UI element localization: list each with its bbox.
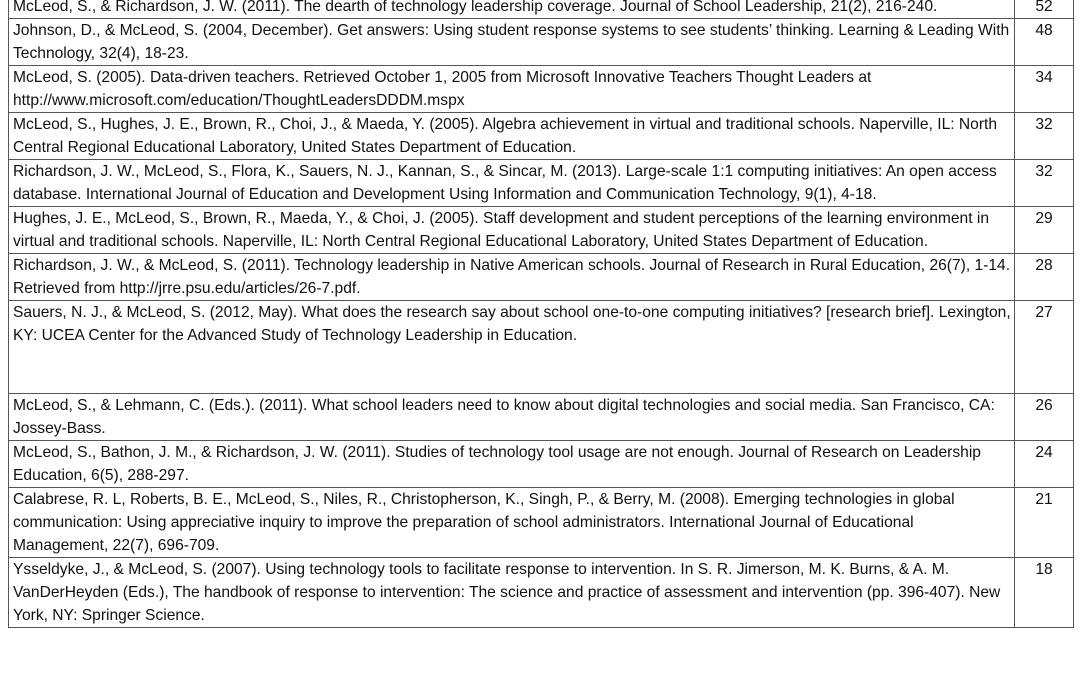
table-row [9, 254, 1074, 301]
citation-count-cell: 26 [1015, 394, 1074, 441]
citation-count-cell: 28 [1015, 254, 1074, 301]
citation-count-cell: 24 [1015, 441, 1074, 488]
citation-count-cell: 32 [1015, 113, 1074, 160]
reference-cell: Hughes, J. E., McLeod, S., Brown, R., Maeda, Y., & Choi, J. (2005). Staff development and student perceptions of the learning environment in virtual and traditional schools. Naperville, IL: North Central Regional Educational Laboratory, United States Department of Education. [9, 207, 1015, 254]
table-row [9, 113, 1074, 160]
reference-cell: Johnson, D., & McLeod, S. (2004, December). Get answers: Using student response systems to see students’ thinking. Learning & Leading With Technology, 32(4), 18-23. [9, 19, 1015, 66]
reference-cell: McLeod, S., & Lehmann, C. (Eds.). (2011). What school leaders need to know about digital technologies and social media. San Francisco, CA: Jossey-Bass. [9, 394, 1015, 441]
reference-cell: Sauers, N. J., & McLeod, S. (2012, May). What does the research say about school one-to-one computing initiatives? [research brief]. Lexington, KY: UCEA Center for the Advanced Study of Technology Leadership in Education. [9, 301, 1015, 394]
reference-cell: McLeod, S., & Richardson, J. W. (2011). The dearth of technology leadership coverage. Journal of School Leadership, 21(2), 216-240. [9, 0, 1015, 19]
citation-table [8, 0, 1074, 628]
table-row [9, 394, 1074, 441]
citation-count-cell: 48 [1015, 19, 1074, 66]
citation-count-cell: 32 [1015, 160, 1074, 207]
citation-count-cell: 52 [1015, 0, 1074, 19]
table-row [9, 66, 1074, 113]
table-row [9, 301, 1074, 394]
reference-cell: McLeod, S., Bathon, J. M., & Richardson, J. W. (2011). Studies of technology tool usage are not enough. Journal of Research on Leadership Education, 6(5), 288-297. [9, 441, 1015, 488]
reference-cell: Richardson, J. W., McLeod, S., Flora, K., Sauers, N. J., Kannan, S., & Sincar, M. (2013). Large-scale 1:1 computing initiatives: An open access database. International Journal of Education and Development Using Information and Communication Technology, 9(1), 4-18. [9, 160, 1015, 207]
table-row [9, 441, 1074, 488]
citation-count-cell: 34 [1015, 66, 1074, 113]
table-row [9, 19, 1074, 66]
reference-cell: Ysseldyke, J., & McLeod, S. (2007). Using technology tools to facilitate response to intervention. In S. R. Jimerson, M. K. Burns, & A. M. VanDerHeyden (Eds.), The handbook of response to intervention: The science and practice of assessment and intervention (pp. 396-407). New York, NY: Springer Science. [9, 558, 1015, 628]
reference-cell: Richardson, J. W., & McLeod, S. (2011). Technology leadership in Native American schools. Journal of Research in Rural Education, 26(7), 1-14. Retrieved from http://jrre.psu.edu/articles/26-7.pdf. [9, 254, 1015, 301]
reference-cell: McLeod, S. (2005). Data-driven teachers. Retrieved October 1, 2005 from Microsoft Innovative Teachers Thought Leaders at http://www.microsoft.com/education/ThoughtLeadersDDDM.mspx [9, 66, 1015, 113]
table-row [9, 488, 1074, 558]
citation-count-cell: 18 [1015, 558, 1074, 628]
reference-cell: McLeod, S., Hughes, J. E., Brown, R., Choi, J., & Maeda, Y. (2005). Algebra achievement in virtual and traditional schools. Naperville, IL: North Central Regional Educational Laboratory, United States Department of Education. [9, 113, 1015, 160]
table-row [9, 160, 1074, 207]
citation-count-cell: 21 [1015, 488, 1074, 558]
table-row [9, 558, 1074, 628]
table-row [9, 207, 1074, 254]
table-row [9, 0, 1074, 19]
reference-cell: Calabrese, R. L, Roberts, B. E., McLeod, S., Niles, R., Christopherson, K., Singh, P., & Berry, M. (2008). Emerging technologies in global communication: Using appreciative inquiry to improve the preparation of school administrators. International Journal of Educational Management, 22(7), 696-709. [9, 488, 1015, 558]
citation-count-cell: 27 [1015, 301, 1074, 394]
citation-count-cell: 29 [1015, 207, 1074, 254]
